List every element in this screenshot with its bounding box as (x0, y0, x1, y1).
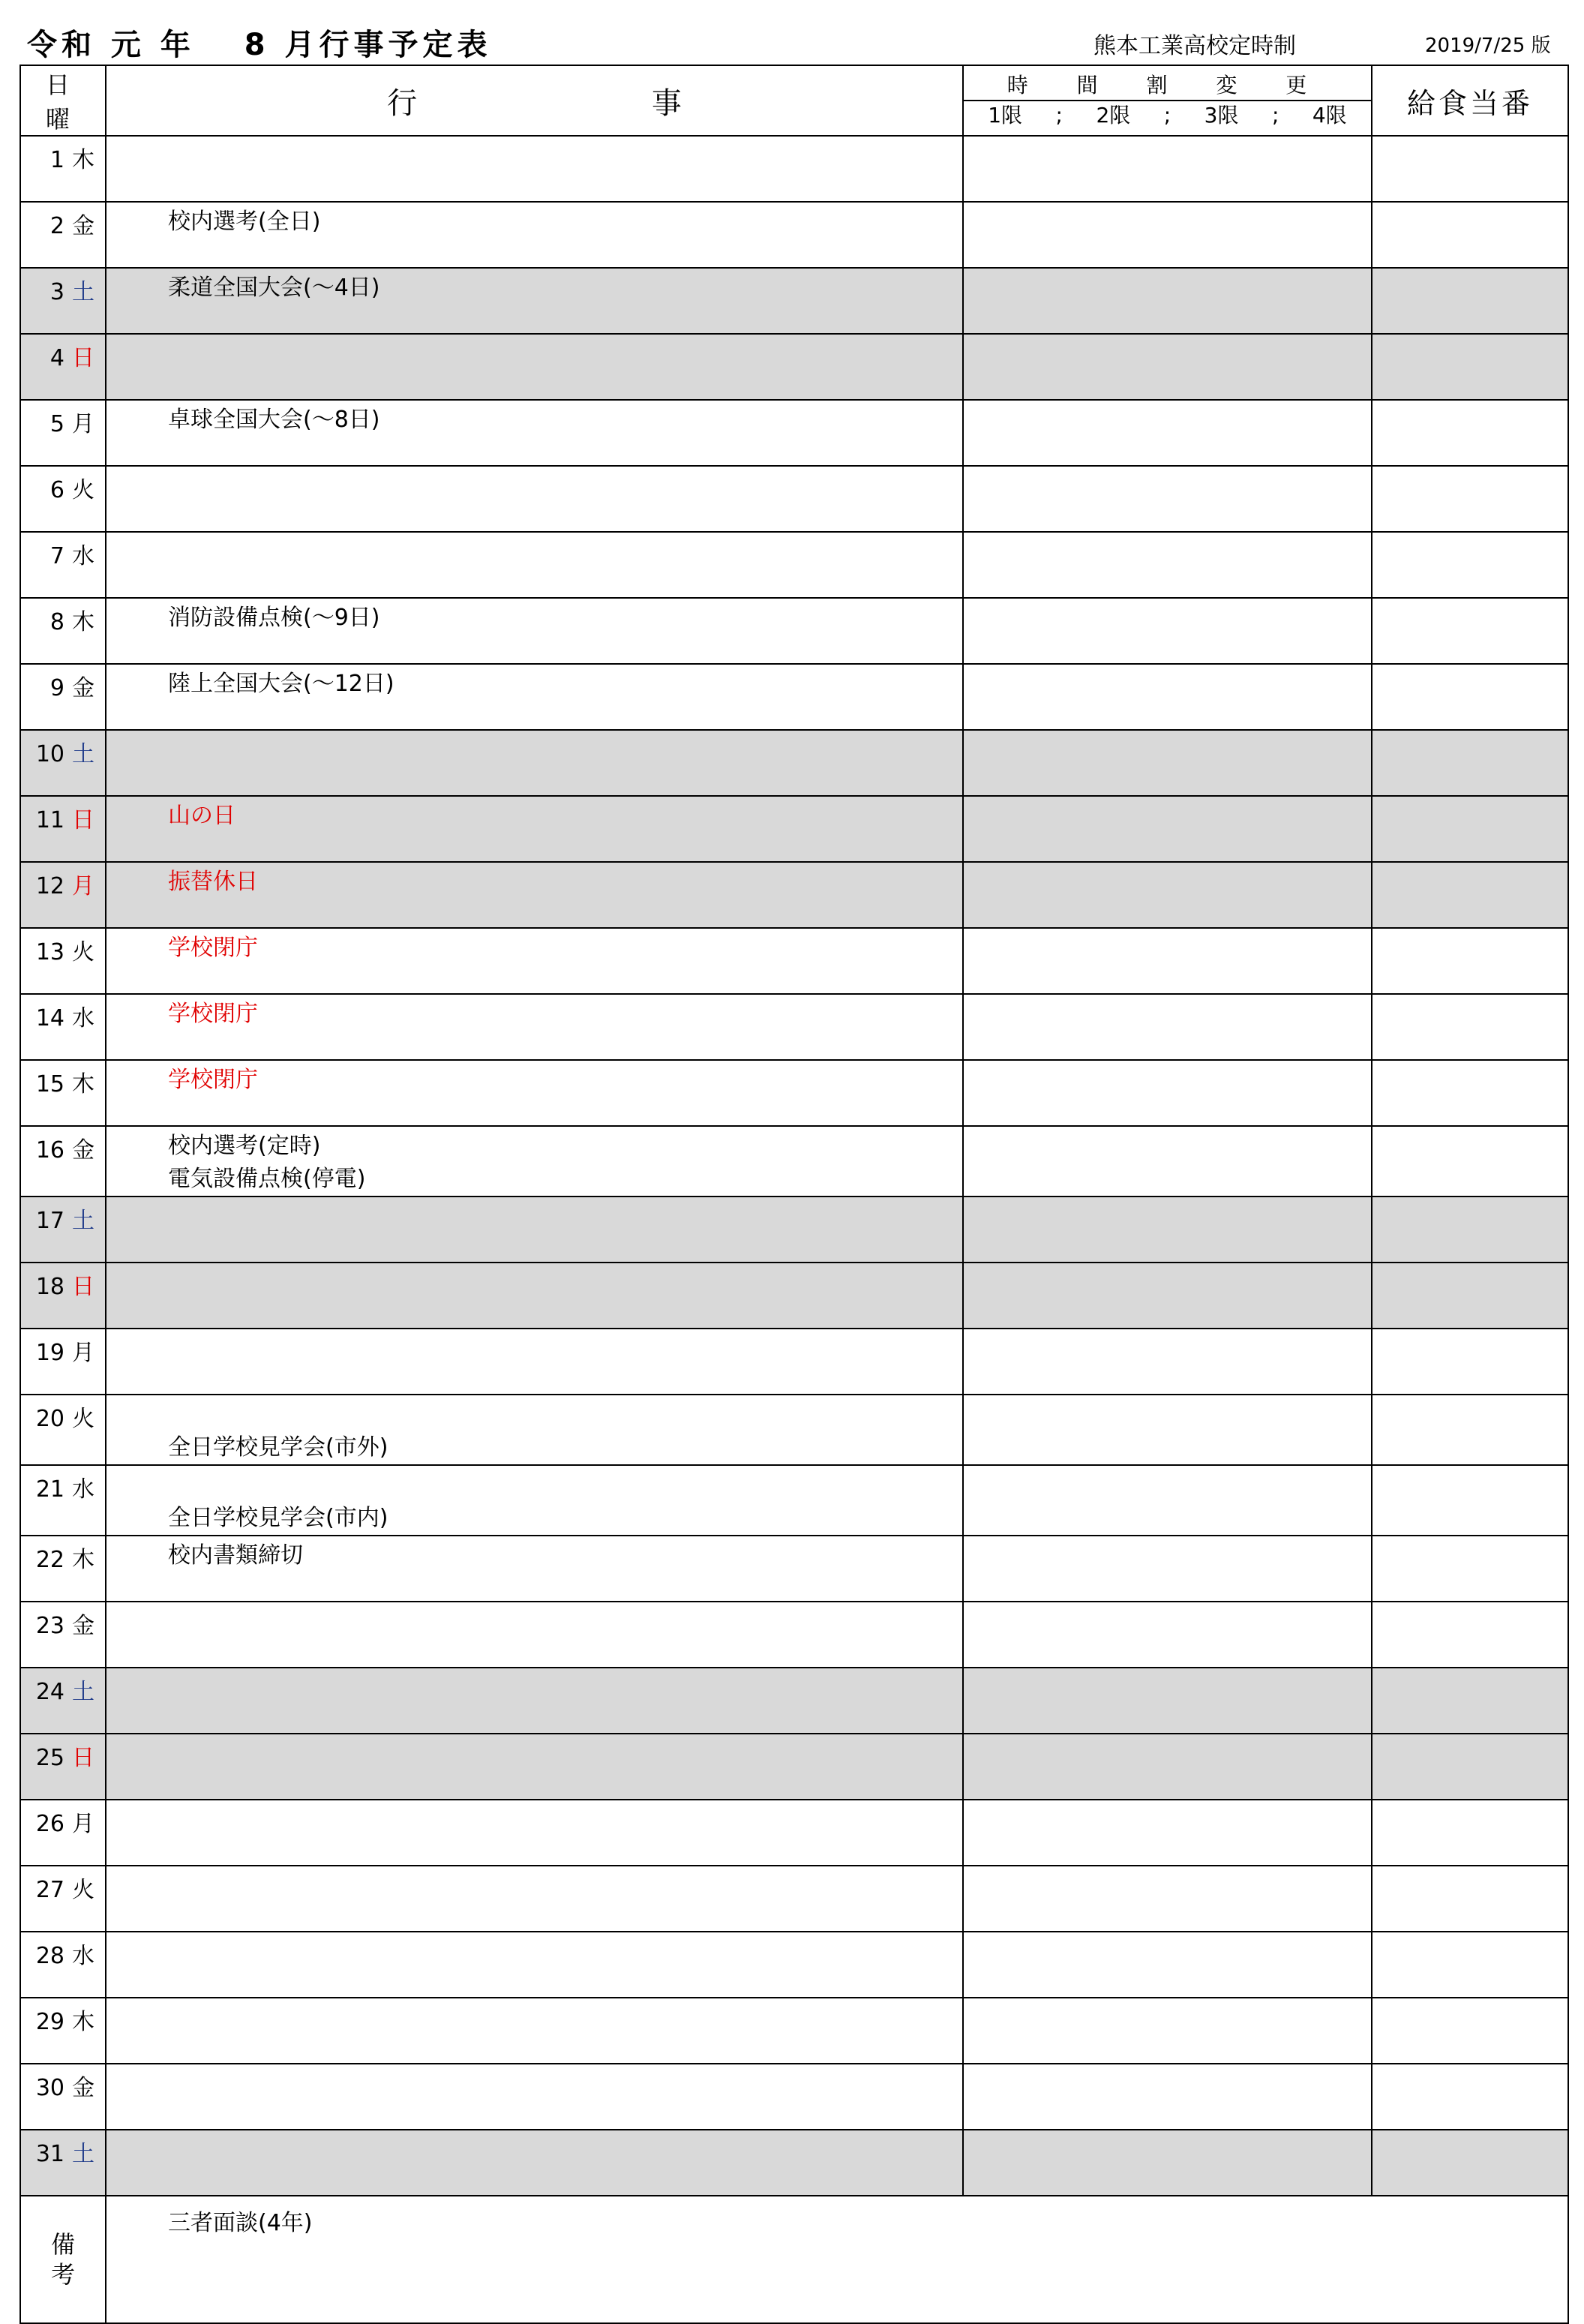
timetable-change-cell (963, 334, 1372, 400)
weekday-label: 火 (72, 1877, 94, 1903)
timetable-change-cell (963, 928, 1372, 994)
version-label: 2019/7/25 版 (1425, 35, 1551, 57)
day-cell (20, 1668, 106, 1734)
timetable-change-cell (963, 136, 1372, 202)
weekday-label: 金 (72, 1613, 94, 1639)
day-number: 14 (35, 1005, 64, 1031)
period-separator: ; (1271, 103, 1280, 128)
day-cell (20, 730, 106, 796)
events-cell (106, 1734, 963, 1800)
table-row (20, 994, 1568, 1060)
day-number: 1 (50, 147, 64, 173)
day-cell (20, 1932, 106, 1998)
events-cell (106, 730, 963, 796)
weekday-label: 火 (72, 477, 94, 503)
table-row (20, 862, 1568, 928)
events-cell (106, 400, 963, 466)
timetable-change-cell (963, 1668, 1372, 1734)
day-cell (20, 532, 106, 598)
table-row (20, 532, 1568, 598)
timetable-change-cell (963, 1866, 1372, 1932)
timetable-change-cell (963, 1932, 1372, 1998)
day-number: 26 (35, 1811, 64, 1837)
period-labels (964, 101, 1371, 130)
lunch-duty-cell (1372, 1602, 1568, 1668)
lunch-duty-cell (1372, 1126, 1568, 1197)
event-text: 学校閉庁 (168, 1001, 258, 1027)
day-number: 15 (35, 1071, 64, 1097)
day-cell (20, 1536, 106, 1602)
weekday-label: 水 (72, 1476, 94, 1503)
school-name: 熊本工業高校定時制 (1094, 33, 1296, 59)
event-text: 振替休日 (168, 869, 258, 895)
lunch-duty-cell (1372, 1197, 1568, 1263)
event-text: 電気設備点検(停電) (168, 1166, 366, 1192)
lunch-duty-cell (1372, 664, 1568, 730)
table-row (20, 1329, 1568, 1395)
timetable-change-cell (963, 466, 1372, 532)
period-label: 3限 (1204, 103, 1239, 128)
event-text: 柔道全国大会(～4日) (168, 275, 380, 301)
events-cell (106, 466, 963, 532)
period-label: 4限 (1312, 103, 1347, 128)
events-cell (106, 598, 963, 664)
day-cell (20, 862, 106, 928)
day-number: 28 (35, 1943, 64, 1969)
table-row (20, 1536, 1568, 1602)
table-row (20, 400, 1568, 466)
day-cell (20, 466, 106, 532)
lunch-duty-cell (1372, 796, 1568, 862)
table-row (20, 1126, 1568, 1197)
table-row (20, 928, 1568, 994)
events-cell (106, 1329, 963, 1395)
event-text: 全日学校見学会(市外) (168, 1434, 388, 1461)
day-column-header: 日 曜 (20, 65, 106, 136)
event-text: 消防設備点検(～9日) (168, 605, 380, 631)
events-cell (106, 994, 963, 1060)
timetable-change-cell (963, 532, 1372, 598)
weekday-label: 火 (72, 1406, 94, 1432)
event-text: 学校閉庁 (168, 935, 258, 961)
lunch-duty-cell (1372, 334, 1568, 400)
events-cell (106, 1395, 963, 1465)
lunch-duty-cell (1372, 1536, 1568, 1602)
lunch-duty-cell (1372, 994, 1568, 1060)
day-number: 2 (50, 213, 64, 239)
table-row (20, 1395, 1568, 1465)
day-cell (20, 1465, 106, 1536)
weekday-label: 水 (72, 1943, 94, 1969)
day-number: 9 (50, 675, 64, 701)
event-text: 山の日 (168, 803, 236, 829)
notes-text: 三者面談(4年) (106, 2196, 1568, 2323)
lunch-duty-cell (1372, 532, 1568, 598)
table-row (20, 796, 1568, 862)
day-number: 18 (35, 1274, 64, 1300)
events-cell (106, 928, 963, 994)
table-row (20, 1932, 1568, 1998)
table-row (20, 1602, 1568, 1668)
weekday-label: 日 (72, 1745, 94, 1771)
events-cell (106, 1263, 963, 1329)
day-cell (20, 1329, 106, 1395)
events-cell (106, 1126, 963, 1197)
day-number: 3 (50, 279, 64, 305)
day-cell (20, 202, 106, 268)
event-text: 学校閉庁 (168, 1067, 258, 1093)
weekday-label: 木 (72, 2009, 94, 2035)
weekday-label: 金 (72, 213, 94, 239)
weekday-label: 木 (72, 147, 94, 173)
lunch-duty-cell (1372, 1932, 1568, 1998)
timetable-change-cell (963, 862, 1372, 928)
lunch-duty-cell (1372, 1866, 1568, 1932)
timetable-change-cell (963, 1329, 1372, 1395)
events-cell (106, 1800, 963, 1866)
day-cell (20, 2130, 106, 2196)
timetable-change-cell (963, 1602, 1372, 1668)
table-row (20, 1263, 1568, 1329)
period-label: 2限 (1096, 103, 1131, 128)
day-cell (20, 268, 106, 334)
day-number: 23 (35, 1613, 64, 1639)
events-cell (106, 1465, 963, 1536)
table-row (20, 466, 1568, 532)
page-title: 令和 元 年 8 月行事予定表 (27, 28, 492, 62)
day-number: 21 (35, 1476, 64, 1503)
events-cell (106, 1536, 963, 1602)
day-number: 8 (50, 609, 64, 635)
timetable-change-cell (963, 1395, 1372, 1465)
lunch-duty-cell (1372, 136, 1568, 202)
day-number: 5 (50, 411, 64, 437)
events-cell (106, 268, 963, 334)
table-row (20, 1060, 1568, 1126)
lunch-duty-cell (1372, 730, 1568, 796)
timetable-change-cell (963, 202, 1372, 268)
events-cell (106, 1197, 963, 1263)
day-cell (20, 334, 106, 400)
day-cell (20, 1126, 106, 1197)
weekday-label: 日 (72, 345, 94, 371)
day-cell (20, 1395, 106, 1465)
table-row (20, 1866, 1568, 1932)
table-header-row (20, 65, 1568, 136)
lunch-duty-cell (1372, 862, 1568, 928)
table-row (20, 2064, 1568, 2130)
weekday-label: 金 (72, 675, 94, 701)
lunch-duty-cell (1372, 202, 1568, 268)
weekday-label: 日 (72, 1274, 94, 1300)
lunch-duty-cell (1372, 1734, 1568, 1800)
weekday-label: 月 (72, 1340, 94, 1366)
weekday-label: 木 (72, 1547, 94, 1573)
day-number: 7 (50, 543, 64, 569)
events-cell (106, 532, 963, 598)
timetable-change-cell (963, 1800, 1372, 1866)
events-column-header: 行 事 (106, 65, 963, 136)
timetable-change-cell (963, 1060, 1372, 1126)
table-row (20, 1998, 1568, 2064)
events-cell (106, 1932, 963, 1998)
weekday-label: 月 (72, 1811, 94, 1837)
weekday-label: 月 (72, 873, 94, 899)
weekday-label: 土 (72, 1208, 94, 1234)
day-number: 30 (35, 2075, 64, 2101)
lunch-duty-cell (1372, 1668, 1568, 1734)
weekday-label: 木 (72, 609, 94, 635)
day-cell (20, 1734, 106, 1800)
timetable-title: 時 間 割 変 更 (964, 71, 1371, 101)
day-cell (20, 928, 106, 994)
day-rows (20, 136, 1568, 2196)
day-number: 29 (35, 2009, 64, 2035)
day-number: 19 (35, 1340, 64, 1366)
weekday-label: 水 (72, 1005, 94, 1031)
events-cell (106, 1998, 963, 2064)
events-cell (106, 334, 963, 400)
day-number: 11 (35, 807, 64, 833)
lunch-duty-cell (1372, 1465, 1568, 1536)
lunch-duty-cell (1372, 1395, 1568, 1465)
lunch-duty-cell (1372, 2064, 1568, 2130)
event-text: 全日学校見学会(市内) (168, 1505, 388, 1531)
weekday-label: 火 (72, 939, 94, 965)
events-cell (106, 1668, 963, 1734)
day-cell (20, 400, 106, 466)
timetable-change-cell (963, 1998, 1372, 2064)
events-cell (106, 1602, 963, 1668)
weekday-label: 土 (72, 2141, 94, 2167)
weekday-label: 土 (72, 1679, 94, 1705)
table-row (20, 1465, 1568, 1536)
events-cell (106, 202, 963, 268)
timetable-change-cell (963, 598, 1372, 664)
table-row (20, 334, 1568, 400)
day-cell (20, 1263, 106, 1329)
day-number: 4 (50, 345, 64, 371)
weekday-label: 水 (72, 543, 94, 569)
timetable-change-cell (963, 994, 1372, 1060)
table-row (20, 1668, 1568, 1734)
day-cell (20, 796, 106, 862)
timetable-column-header (963, 65, 1372, 136)
timetable-change-cell (963, 2130, 1372, 2196)
day-number: 20 (35, 1406, 64, 1432)
events-cell (106, 796, 963, 862)
table-row (20, 1197, 1568, 1263)
weekday-label: 土 (72, 279, 94, 305)
table-row (20, 136, 1568, 202)
events-cell (106, 1866, 963, 1932)
events-cell (106, 664, 963, 730)
timetable-change-cell (963, 730, 1372, 796)
day-number: 6 (50, 477, 64, 503)
lunch-duty-cell (1372, 2130, 1568, 2196)
timetable-change-cell (963, 268, 1372, 334)
day-number: 12 (35, 873, 64, 899)
day-number: 13 (35, 939, 64, 965)
timetable-change-cell (963, 1126, 1372, 1197)
day-number: 22 (35, 1547, 64, 1573)
notes-label-line: 備 (50, 2230, 75, 2259)
day-cell (20, 2064, 106, 2130)
day-cell (20, 1998, 106, 2064)
table-row (20, 1800, 1568, 1866)
day-number: 16 (35, 1137, 64, 1164)
event-text: 卓球全国大会(～8日) (168, 407, 380, 433)
table-row (20, 268, 1568, 334)
lunch-duty-cell (1372, 1329, 1568, 1395)
timetable-change-cell (963, 1536, 1372, 1602)
table-row (20, 730, 1568, 796)
events-cell (106, 2064, 963, 2130)
timetable-change-cell (963, 1734, 1372, 1800)
events-cell (106, 862, 963, 928)
notes-label-line: 考 (50, 2260, 75, 2289)
table-row (20, 598, 1568, 664)
day-number: 31 (35, 2141, 64, 2167)
day-cell (20, 1060, 106, 1126)
weekday-label: 金 (72, 2075, 94, 2101)
lunch-duty-cell (1372, 598, 1568, 664)
timetable-change-cell (963, 664, 1372, 730)
lunch-duty-cell (1372, 1263, 1568, 1329)
day-number: 10 (35, 741, 64, 767)
day-number: 27 (35, 1877, 64, 1903)
event-text: 校内書類締切 (168, 1542, 303, 1569)
lunch-duty-cell (1372, 400, 1568, 466)
lunch-duty-cell (1372, 466, 1568, 532)
timetable-change-cell (963, 400, 1372, 466)
schedule-table (20, 65, 1569, 2324)
timetable-change-cell (963, 1465, 1372, 1536)
events-cell (106, 136, 963, 202)
event-text: 校内選考(全日) (168, 209, 321, 235)
events-cell (106, 1060, 963, 1126)
events-cell (106, 2130, 963, 2196)
day-cell (20, 1602, 106, 1668)
lunch-duty-column-header: 給食当番 (1372, 65, 1568, 136)
lunch-duty-cell (1372, 1998, 1568, 2064)
weekday-label: 金 (72, 1137, 94, 1164)
weekday-label: 土 (72, 741, 94, 767)
period-separator: ; (1163, 103, 1172, 128)
event-text: 校内選考(定時) (168, 1133, 321, 1159)
day-cell (20, 664, 106, 730)
weekday-label: 日 (72, 807, 94, 833)
day-cell (20, 598, 106, 664)
day-cell (20, 1800, 106, 1866)
table-row (20, 202, 1568, 268)
table-row (20, 2130, 1568, 2196)
day-number: 17 (35, 1208, 64, 1234)
lunch-duty-cell (1372, 268, 1568, 334)
period-separator: ; (1055, 103, 1063, 128)
day-cell (20, 1866, 106, 1932)
day-cell (20, 994, 106, 1060)
lunch-duty-cell (1372, 1800, 1568, 1866)
period-label: 1限 (988, 103, 1023, 128)
table-row (20, 1734, 1568, 1800)
timetable-change-cell (963, 1197, 1372, 1263)
day-cell (20, 1197, 106, 1263)
timetable-change-cell (963, 796, 1372, 862)
day-number: 25 (35, 1745, 64, 1771)
weekday-label: 木 (72, 1071, 94, 1097)
lunch-duty-cell (1372, 928, 1568, 994)
day-cell (20, 136, 106, 202)
table-row (20, 664, 1568, 730)
day-number: 24 (35, 1679, 64, 1705)
lunch-duty-cell (1372, 1060, 1568, 1126)
timetable-change-cell (963, 1263, 1372, 1329)
timetable-change-cell (963, 2064, 1372, 2130)
event-text: 陸上全国大会(～12日) (168, 671, 394, 697)
weekday-label: 月 (72, 411, 94, 437)
